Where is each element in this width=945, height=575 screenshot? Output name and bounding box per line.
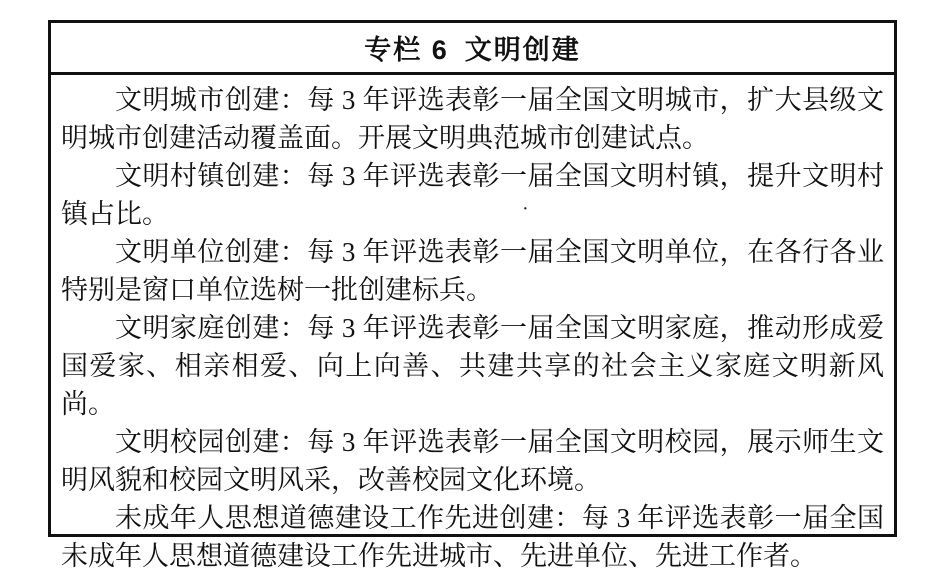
- paragraph-civilized-family: 文明家庭创建：每 3 年评选表彰一届全国文明家庭，推动形成爱国爱家、相亲相爱、向上向善、共建共享的社会主义家庭文明新风尚。: [61, 313, 884, 419]
- stray-ink-dot: ·: [522, 198, 529, 220]
- panel-body: [51, 75, 894, 575]
- panel-header: [51, 23, 894, 75]
- paragraph-civilized-unit: 文明单位创建：每 3 年评选表彰一届全国文明单位，在各行各业特别是窗口单位选树一批创建标兵。: [61, 237, 884, 305]
- paragraph-minors-moral-construction: 未成年人思想道德建设工作先进创建：每 3 年评选表彰一届全国未成年人思想道德建设工作先进城市、先进单位、先进工作者。: [61, 503, 884, 571]
- panel-header-label: 专栏 6: [364, 35, 449, 65]
- column-box-panel: [48, 20, 897, 571]
- panel-header-title: 文明创建: [464, 35, 581, 65]
- paragraph-civilized-campus: 文明校园创建：每 3 年评选表彰一届全国文明校园，展示师生文明风貌和校园文明风采，改善校园文化环境。: [61, 427, 884, 495]
- paragraph-civilized-village: 文明村镇创建：每 3 年评选表彰一届全国文明村镇，提升文明村镇占比。: [61, 161, 884, 229]
- paragraph-civilized-city: 文明城市创建：每 3 年评选表彰一届全国文明城市，扩大县级文明城市创建活动覆盖面。开展文明典范城市创建试点。: [61, 85, 884, 153]
